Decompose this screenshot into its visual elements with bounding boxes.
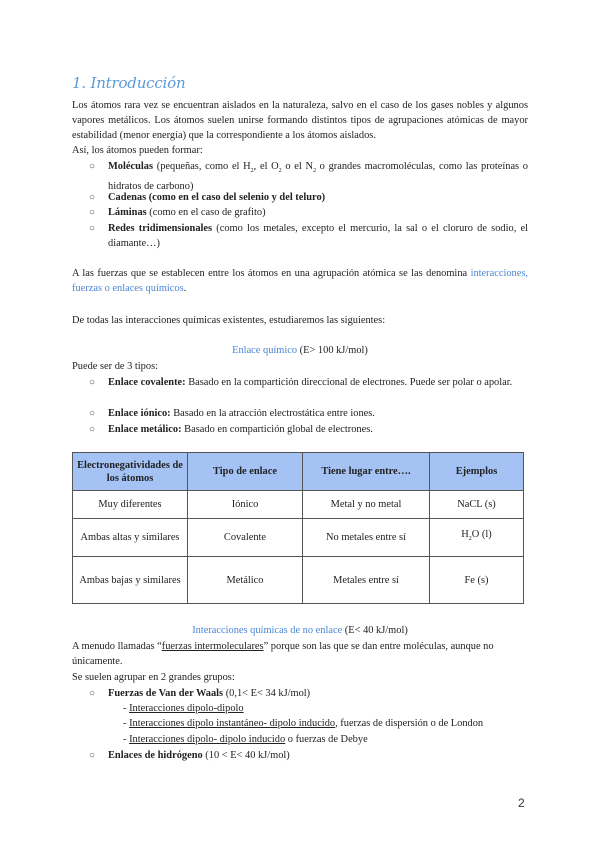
vdw-item-dipolo-dipolo: - Interacciones dipolo-dipolo [123,703,244,714]
table-cell: Muy diferentes [73,491,188,519]
table-row [73,557,524,604]
header-tipo-enlace: Tipo de enlace [188,453,303,491]
list-item-hidrogeno: Enlaces de hidrógeno (10 < E< 40 kJ/mol) [108,750,290,761]
menudo-paragraph: A menudo llamadas “fuerzas intermoleculares” porque son las que se dan entre moléculas, aunque no únicamente. [72,641,494,667]
bullet-icon: ○ [89,750,96,761]
bullet-icon: ○ [89,377,96,388]
table-cell: Iónico [188,491,303,519]
table-cell: Metálico [188,557,303,604]
bullet-icon: ○ [89,688,96,699]
table-cell: Metal y no metal [303,491,430,519]
list-item-moleculas: Moléculas (pequeñas, como el $H_2$, el $O_2$ o el $N_2$ o grandes macromoléculas, como las proteínas o hidratos de carbono) [108,161,529,193]
list-item-cadenas: Cadenas (como en el caso del selenio y del teluro) [108,192,326,203]
table-cell: Ambas altas y similares [73,519,188,557]
bullet-icon: ○ [89,424,96,435]
bullet-icon: ○ [89,192,96,203]
list-item-covalente: Enlace covalente: Basado en la compartición direccional de electrones. Puede ser polar o apolar. [108,377,513,388]
bullet-icon: ○ [89,223,96,234]
intro-paragraph: Los átomos rara vez se encuentran aislados en la naturaleza, salvo en el caso de los gases nobles y algunos vapores metálicos. Los átomos suelen unirse formando distintos tipos de agrupaciones atómicas de mayor estabilidad (menor energía) que la correspondiente a los átomos aislados. [72,100,528,141]
bullet-icon: ○ [89,161,96,172]
list-item-van-der-waals: Fuerzas de Van der Waals (0,1< E< 34 kJ/mol) [108,688,311,699]
table-cell: Ambas bajas y similares [73,557,188,604]
list-item-redes: Redes tridimensionales (como los metales, excepto el mercurio, la sal o el cloruro de sodio, el diamante…) [108,223,528,249]
enlace-quimico-heading: Enlace químico (E> 100 kJ/mol) [232,345,368,356]
table-cell-h2o: $H_2O$ (l) [430,519,524,557]
estudiaremos-line: De todas las interacciones químicas existentes, estudiaremos las siguientes: [72,315,386,326]
vdw-item-london: - Interacciones dipolo instantáneo- dipolo inducido, fuerzas de dispersión o de London [123,718,484,729]
table-cell: Covalente [188,519,303,557]
list-item-metalico: Enlace metálico: Basado en compartición global de electrones. [108,424,373,435]
header-lugar: Tiene lugar entre…. [303,453,430,491]
asi-line: Así, los átomos pueden formar: [72,145,203,156]
section-title: 1. Introducción [72,74,186,92]
fuerzas-paragraph: A las fuerzas que se establecen entre los átomos en una agrupación atómica se las denomina interacciones, fuerzas o enlaces químicos. [72,268,528,294]
header-ejemplos: Ejemplos [430,453,524,491]
table-header-row [73,453,524,491]
table-cell: Metales entre sí [303,557,430,604]
page-number: 2 [518,796,525,810]
no-enlace-heading: Interacciones químicas de no enlace (E< 40 kJ/mol) [192,625,408,636]
enlaces-quimicos-link: interacciones, fuerzas o enlaces químicos [72,268,528,294]
bullet-icon: ○ [89,207,96,218]
bond-types-table [72,452,524,604]
fuerzas-intermoleculares-link: fuerzas intermoleculares [161,641,264,652]
header-electronegatividades: Electronegatividades de los átomos [73,453,188,491]
tipos-intro: Puede ser de 3 tipos: [72,361,158,372]
agrupar-line: Se suelen agrupar en 2 grandes grupos: [72,672,235,683]
list-item-laminas: Láminas (como en el caso de grafito) [108,207,266,218]
bullet-icon: ○ [89,408,96,419]
table-row [73,519,524,557]
table-row [73,491,524,519]
list-item-ionico: Enlace iónico: Basado en la atracción electrostática entre iones. [108,408,375,419]
table-cell: Fe (s) [430,557,524,604]
table-cell: No metales entre sí [303,519,430,557]
vdw-item-debye: - Interacciones dipolo- dipolo inducido o fuerzas de Debye [123,734,368,745]
table-cell: NaCL (s) [430,491,524,519]
